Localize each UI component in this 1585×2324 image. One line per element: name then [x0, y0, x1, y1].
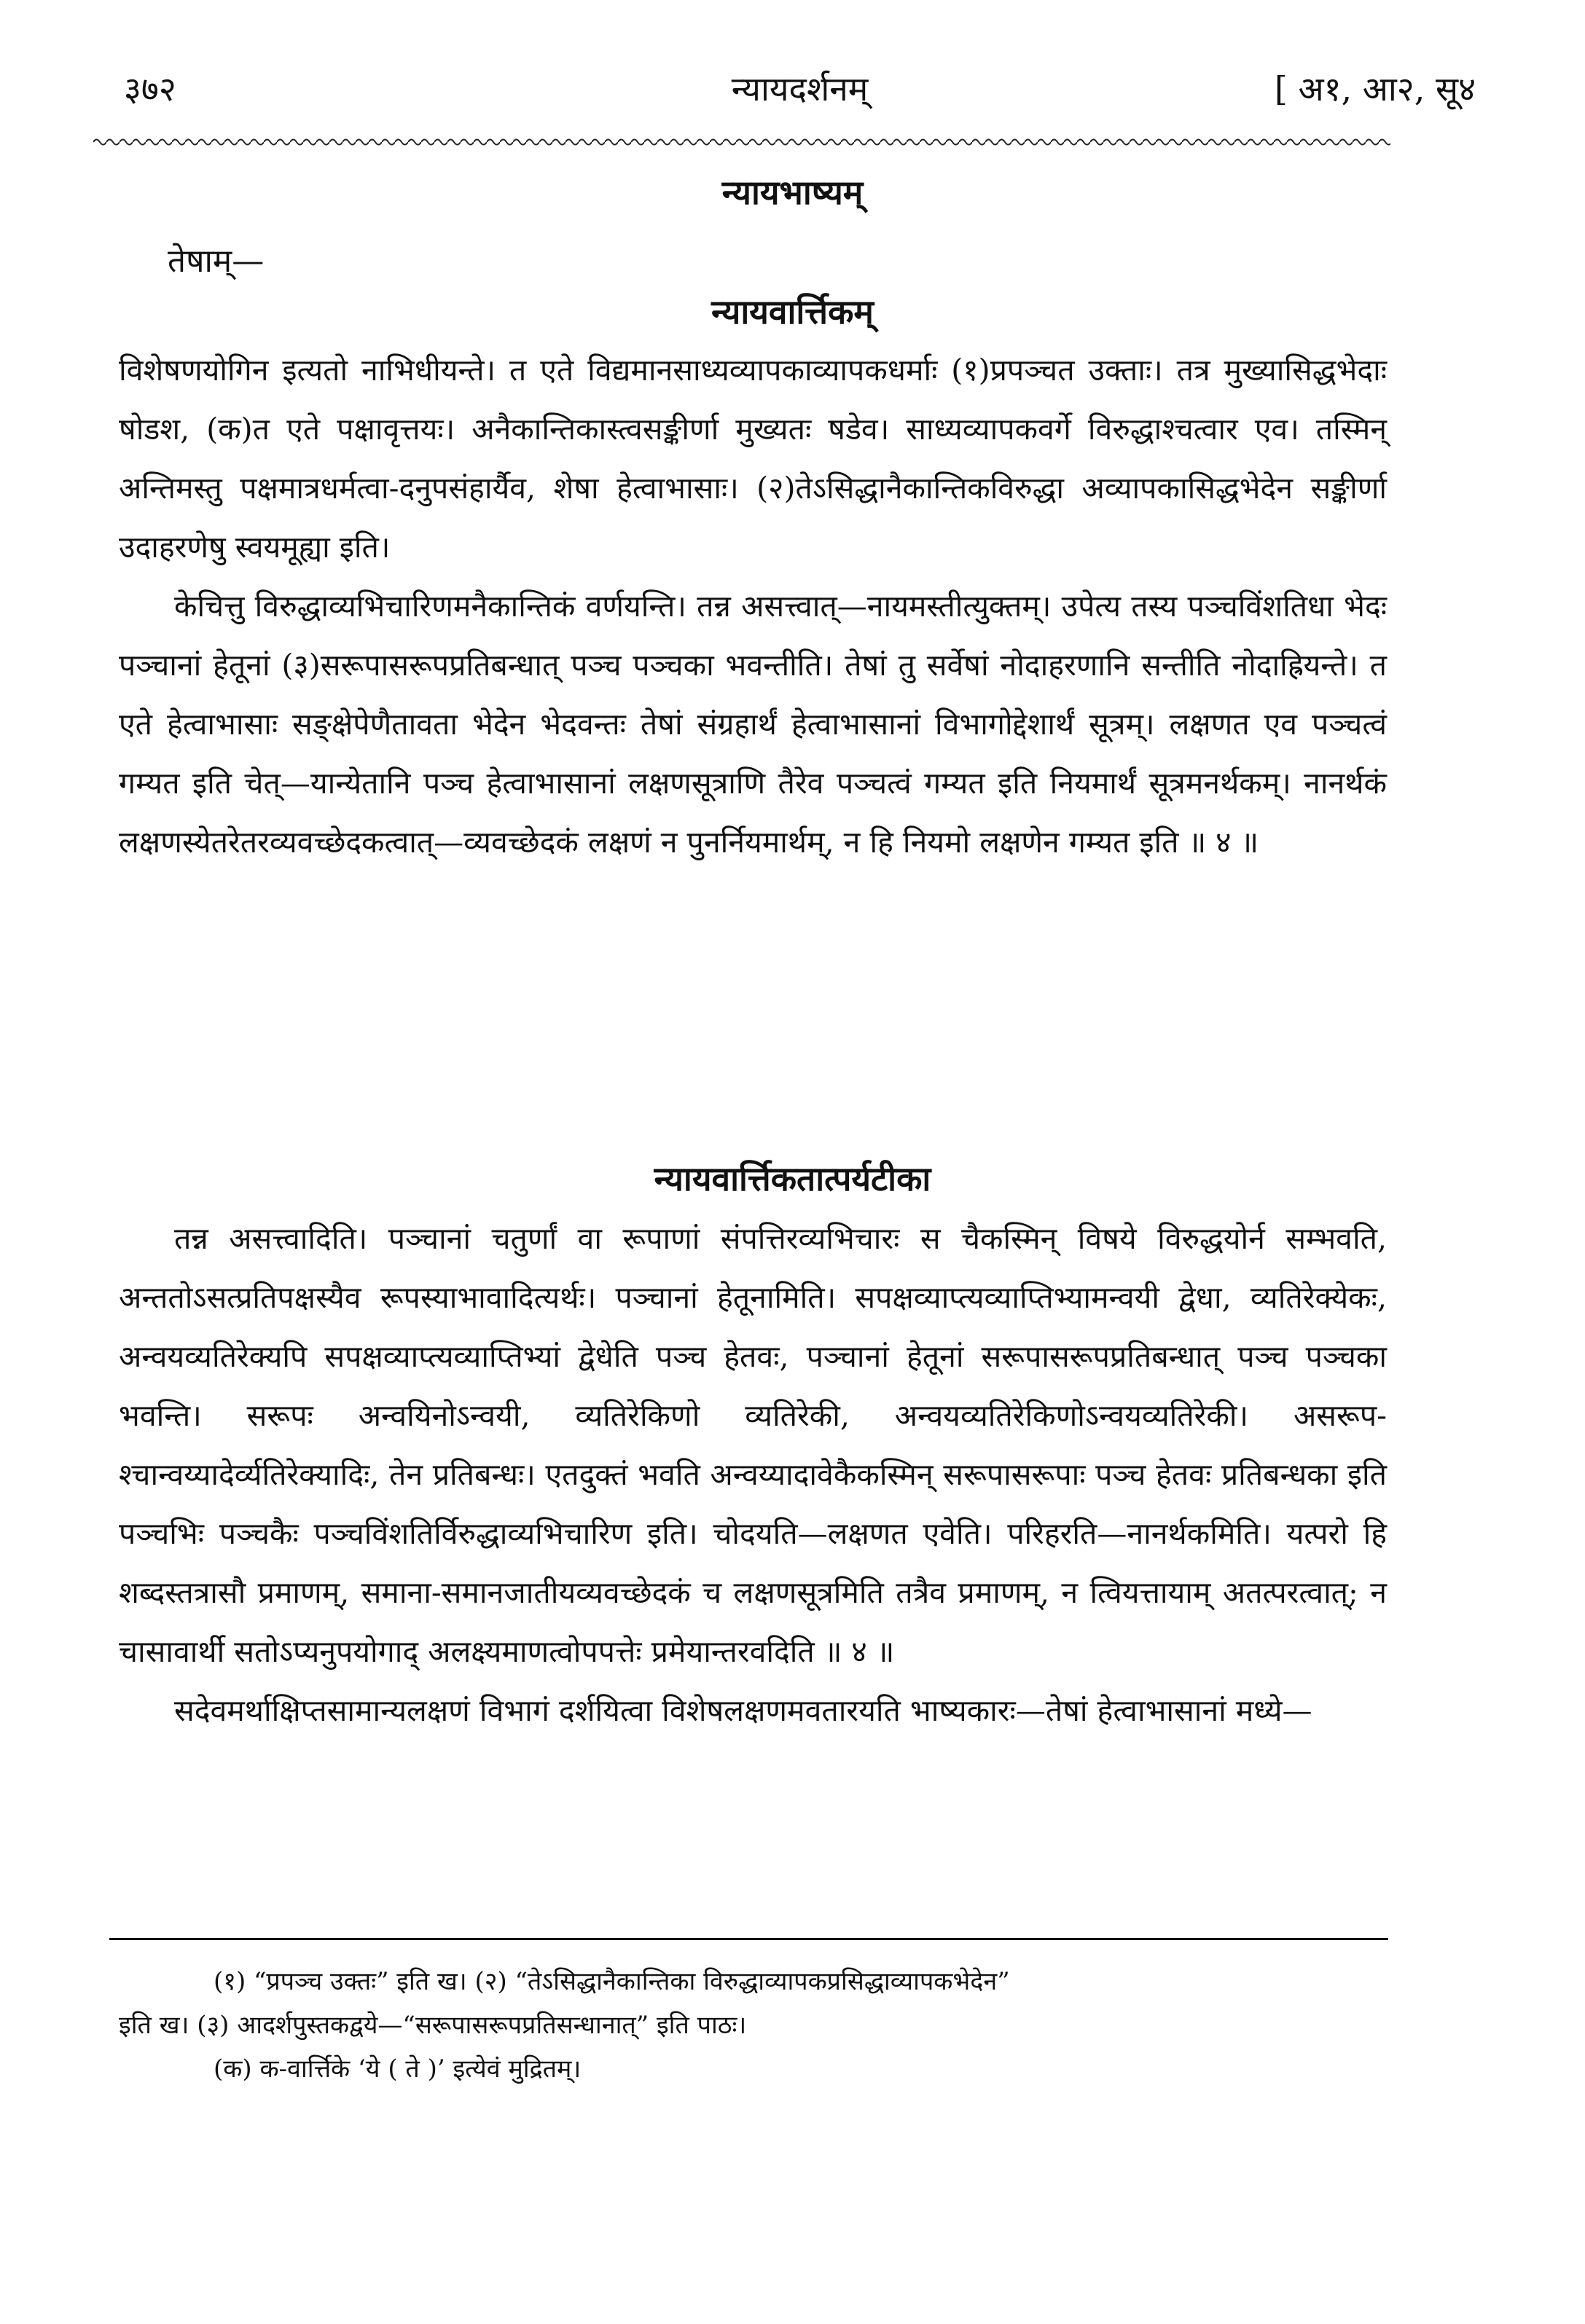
book-title: न्यायदर्शनम् [731, 69, 869, 109]
section-reference: [ अ१, आ२, सू४ [1274, 69, 1476, 109]
tika-body [119, 1209, 1387, 1740]
vartika-body [119, 341, 1387, 872]
vartika-paragraph-2: केचित्तु विरुद्धाव्यभिचारिणमनैकान्तिकं वर्णयन्ति। तन्न असत्त्वात्—नायमस्तीत्युक्तम्। उपेत्य तस्य पञ्चविंशतिधा भेदः पञ्चानां हेतूनां (३)सरूपासरूपप्रतिबन्धात् पञ्च पञ्चका भवन्तीति। तेषां तु सर्वेषां नोदाहरणानि सन्तीति नोदाह्रियन्ते। त एते हेत्वाभासाः सङ्क्षेपेणैतावता भेदेन भेदवन्तः तेषां संग्रहार्थं हेत्वाभासानां विभागोद्देशार्थं सूत्रम्। लक्षणत एव पञ्चत्वं गम्यत इति चेत्—यान्येतानि पञ्च हेत्वाभासानां लक्षणसूत्राणि तैरेव पञ्चत्वं गम्यत इति नियमार्थं सूत्रमनर्थकम्। नानर्थकं लक्षणस्येतरेतरव्यवच्छेदकत्वात्—व्यवच्छेदकं लक्षणं न पुनर्नियमार्थम्, न हि नियमो लक्षणेन गम्यत इति ॥ ४ ॥ [119, 589, 1387, 860]
footnote-line-2: इति ख। (३) आदर्शपुस्तकद्वये—“सरूपासरूपप्रतिसन्धानात्” इति पाठः। [119, 2011, 747, 2040]
bhashya-text: तेषाम्— [168, 243, 265, 280]
footnote-divider [109, 1938, 1388, 1940]
footnote-line-3: (क) क-वार्त्तिके ‘ये ( ते )’ इत्येवं मुद्रितम्। [214, 2054, 582, 2084]
tika-paragraph-1: तन्न असत्त्वादिति। पञ्चानां चतुर्णां वा रूपाणां संपत्तिरव्यभिचारः स चैकस्मिन् विषये विरुद्धयोर्न सम्भवति, अन्ततोऽसत्प्रतिपक्षस्यैव रूपस्याभावादित्यर्थः। पञ्चानां हेतूनामिति। सपक्षव्याप्त्यव्याप्तिभ्यामन्वयी द्वेधा, व्यतिरेक्येकः, अन्वयव्यतिरेक्यपि सपक्षव्याप्त्यव्याप्तिभ्यां द्वेधेति पञ्च हेतवः, पञ्चानां हेतूनां सरूपासरूपप्रतिबन्धात् पञ्च पञ्चका भवन्ति। सरूपः अन्वयिनोऽन्वयी, व्यतिरेकिणो व्यतिरेकी, अन्वयव्यतिरेकिणोऽन्वयव्यतिरेकी। असरूप-श्चान्वय्यादेर्व्यतिरेक्यादिः, तेन प्रतिबन्धः। एतदुक्तं भवति अन्वय्यादावेकैकस्मिन् सरूपासरूपाः पञ्च हेतवः प्रतिबन्धका इति पञ्चभिः पञ्चकैः पञ्चविंशतिर्विरुद्धाव्यभिचारिण इति। चोदयति—लक्षणत एवेति। परिहरति—नानर्थकमिति। यत्परो हि शब्दस्तत्रासौ प्रमाणम्, समाना-समानजातीयव्यवच्छेदकं च लक्षणसूत्रमिति तत्रैव प्रमाणम्, न त्वियत्तायाम् अतत्परत्वात्; न चासावार्थी सतोऽप्यनुपयोगाद् अलक्ष्यमाणत्वोपपत्तेः प्रमेयान्तरवदिति ॥ ४ ॥ [119, 1221, 1387, 1669]
vartika-paragraph-1: विशेषणयोगिन इत्यतो नाभिधीयन्ते। त एते विद्यमानसाध्यव्यापकाव्यापकधर्माः (१)प्रपञ्चत उक्ताः। तत्र मुख्यासिद्धभेदाः षोडश, (क)त एते पक्षावृत्तयः। अनैकान्तिकास्त्वसङ्कीर्णा मुख्यतः षडेव। साध्यव्यापकवर्गे विरुद्धाश्चत्वार एव। तस्मिन् अन्तिमस्तु पक्षमात्रधर्मत्वा-दनुपसंहार्यैव, शेषा हेत्वाभासाः। (२)तेऽसिद्धानैकान्तिकविरुद्धा अव्यापकासिद्धभेदेन सङ्कीर्णा उदाहरणेषु स्वयमूह्या इति। [119, 353, 1387, 565]
bhashya-heading: न्यायभाष्यम् [721, 173, 864, 212]
tika-heading: न्यायवार्त्तिकतात्पर्यटीका [654, 1159, 931, 1198]
vartika-heading: न्यायवार्त्तिकम् [711, 292, 874, 331]
wavy-rule [93, 136, 1390, 149]
footnotes [119, 1960, 1387, 2091]
footnote-line-1: (१) “प्रपञ्च उक्तः” इति ख। (२) “तेऽसिद्धानैकान्तिका विरुद्धाव्यापकप्रसिद्धाव्यापकभेदेन” [214, 1967, 1010, 1996]
page-number: ३७२ [124, 69, 176, 109]
running-header [124, 66, 1476, 124]
tika-paragraph-2: सदेवमर्थाक्षिप्तसामान्यलक्षणं विभागं दर्शयित्वा विशेषलक्षणमवतारयति भाष्यकारः—तेषां हेत्वाभासानां मध्ये— [174, 1693, 1312, 1728]
